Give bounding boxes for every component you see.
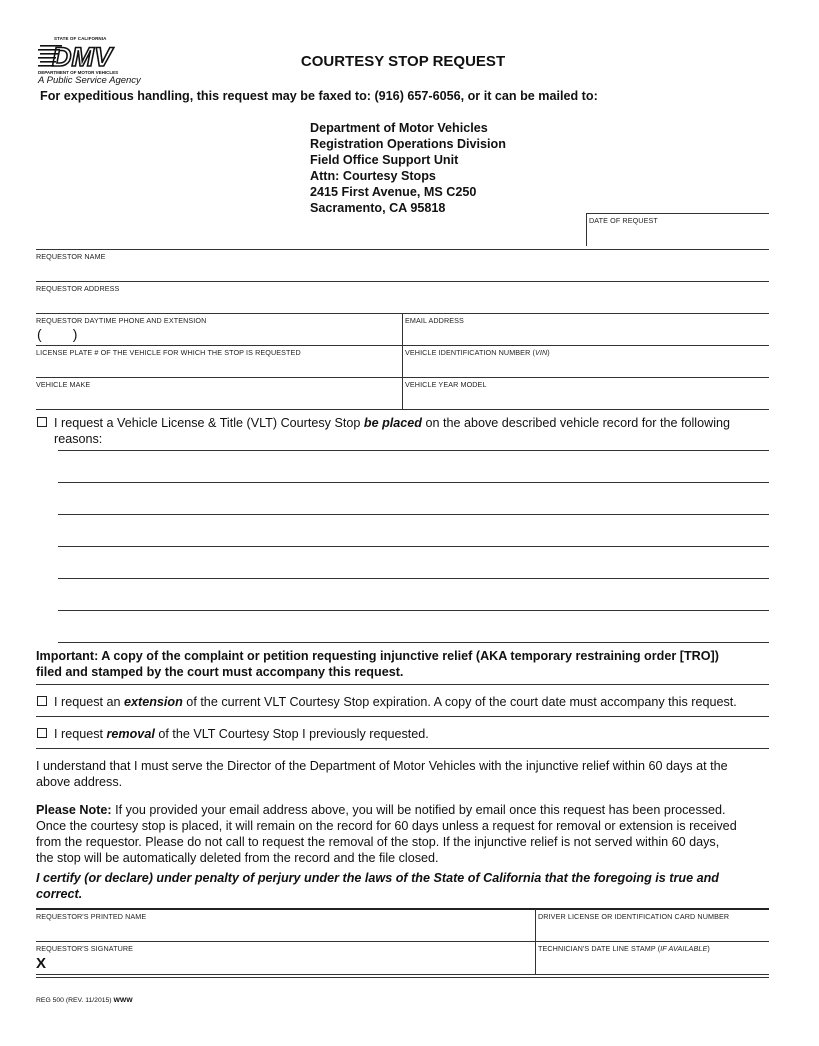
vin-label-text: VEHICLE IDENTIFICATION NUMBER ( <box>405 348 535 357</box>
reason-line <box>58 642 769 643</box>
placed-option-line1 <box>54 415 774 431</box>
email-field[interactable] <box>404 325 768 345</box>
requestor-address-field[interactable] <box>36 293 769 313</box>
tech-stamp-label <box>538 944 710 953</box>
removal-text-pre: I request <box>54 727 107 741</box>
important-notice <box>36 648 776 680</box>
placed-checkbox[interactable] <box>37 417 47 427</box>
signature-block-top <box>36 908 769 910</box>
phone-area-code-parens: ( ) <box>37 326 78 342</box>
row-divider <box>36 941 769 942</box>
license-plate-label: LICENSE PLATE # OF THE VEHICLE FOR WHICH THE STOP IS REQUESTED <box>36 348 301 357</box>
email-label: EMAIL ADDRESS <box>405 316 464 325</box>
please-note-line4: the stop will be automatically deleted from the record and the file closed. <box>36 851 439 865</box>
requestor-name-label: REQUESTOR NAME <box>36 252 106 261</box>
form-footer <box>36 997 133 1004</box>
extension-checkbox[interactable] <box>37 696 47 706</box>
logo-dept-text: DEPARTMENT OF MOTOR VEHICLES <box>38 70 119 75</box>
dl-id-field[interactable] <box>537 921 768 941</box>
row-divider <box>36 409 769 410</box>
placed-option-text <box>54 415 774 447</box>
signature-block-bottom-double <box>36 977 769 978</box>
vin-label-close: ) <box>547 348 550 357</box>
printed-name-field[interactable] <box>36 921 532 941</box>
form-www: WWW <box>113 997 133 1004</box>
form-title: COURTESY STOP REQUEST <box>300 53 506 70</box>
address-line: Field Office Support Unit <box>310 153 459 167</box>
row-divider <box>36 249 769 250</box>
address-line: 2415 First Avenue, MS C250 <box>310 185 477 199</box>
removal-option-text <box>54 726 429 742</box>
address-line: Sacramento, CA 95818 <box>310 201 446 215</box>
date-box-left <box>586 213 587 246</box>
reason-line <box>58 450 769 451</box>
tech-stamp-italic: IF AVAILABLE <box>660 944 708 953</box>
section-divider <box>36 684 769 685</box>
extension-option-text <box>54 694 737 710</box>
reason-line <box>58 514 769 515</box>
signature-x-mark: X <box>36 955 47 972</box>
placed-option-line2: reasons: <box>54 432 103 446</box>
date-of-request-label: DATE OF REQUEST <box>589 216 658 225</box>
removal-text-emphasis: removal <box>106 727 155 741</box>
row-divider <box>36 345 769 346</box>
address-line: Department of Motor Vehicles <box>310 121 488 135</box>
vehicle-year-model-field[interactable] <box>404 389 768 409</box>
phone-field[interactable] <box>36 325 400 345</box>
reason-line <box>58 578 769 579</box>
please-note-line1 <box>36 802 776 818</box>
placed-text-post: on the above described vehicle record for the following <box>421 416 730 430</box>
please-note-line3: from the requestor. Please do not call to request the removal of the stop. If the injunctive relief is not served within 60 days, <box>36 835 720 849</box>
section-divider <box>36 716 769 717</box>
removal-text-post: of the VLT Courtesy Stop I previously requested. <box>154 727 429 741</box>
vin-abbr: VIN <box>534 348 548 357</box>
please-note-line2: Once the courtesy stop is placed, it will remain on the record for 60 days unless a request for removal or extension is received <box>36 819 737 833</box>
vin-label <box>405 348 550 357</box>
logo-state-text: STATE OF CALIFORNIA <box>54 36 107 41</box>
certify-statement <box>36 870 776 902</box>
col-divider <box>402 313 403 409</box>
date-of-request-field[interactable] <box>588 225 768 245</box>
removal-checkbox[interactable] <box>37 728 47 738</box>
certify-line1: I certify (or declare) under penalty of perjury under the laws of the State of California that the foregoing is true and <box>36 871 719 885</box>
dl-id-label: DRIVER LICENSE OR IDENTIFICATION CARD NUMBER <box>538 912 730 921</box>
requestor-address-label: REQUESTOR ADDRESS <box>36 284 120 293</box>
certify-line2: correct. <box>36 887 83 901</box>
row-divider <box>36 281 769 282</box>
reason-line <box>58 482 769 483</box>
important-line1: Important: A copy of the complaint or petition requesting injunctive relief (AKA temporary restraining order [TRO]) <box>36 649 719 663</box>
date-box-top <box>586 213 769 214</box>
printed-name-label: REQUESTOR'S PRINTED NAME <box>36 912 147 921</box>
placed-text-pre: I request a Vehicle License & Title (VLT) Courtesy Stop <box>54 416 364 430</box>
logo-tagline: A Public Service Agency <box>38 75 141 86</box>
understand-line2: above address. <box>36 775 123 789</box>
placed-text-emphasis: be placed <box>363 416 422 430</box>
phone-label: REQUESTOR DAYTIME PHONE AND EXTENSION <box>36 316 207 325</box>
mailing-address <box>310 120 506 216</box>
section-divider <box>36 748 769 749</box>
vehicle-year-model-label: VEHICLE YEAR MODEL <box>405 380 487 389</box>
signature-field[interactable] <box>52 953 532 973</box>
please-note-label: Please Note: <box>36 803 112 817</box>
reason-line <box>58 610 769 611</box>
address-line: Attn: Courtesy Stops <box>310 169 436 183</box>
signature-block-bottom <box>36 974 769 975</box>
form-id: REG 500 (REV. 11/2015) <box>36 997 112 1004</box>
tech-stamp-label-text: TECHNICIAN'S DATE LINE STAMP ( <box>538 944 661 953</box>
please-note-text: If you provided your email address above, you will be notified by email once this request has been processed. <box>111 803 726 817</box>
vehicle-make-field[interactable] <box>36 389 400 409</box>
vin-field[interactable] <box>404 357 768 377</box>
understand-statement <box>36 758 776 790</box>
vehicle-make-label: VEHICLE MAKE <box>36 380 91 389</box>
extension-text-post: of the current VLT Courtesy Stop expiration. A copy of the court date must accompany this request. <box>182 695 737 709</box>
signature-label: REQUESTOR'S SIGNATURE <box>36 944 134 953</box>
license-plate-field[interactable] <box>36 357 400 377</box>
address-line: Registration Operations Division <box>310 137 506 151</box>
reason-line <box>58 546 769 547</box>
dmv-logo-letters: DMV <box>52 42 112 70</box>
requestor-name-field[interactable] <box>36 261 769 281</box>
extension-text-emphasis: extension <box>124 695 183 709</box>
understand-line1: I understand that I must serve the Director of the Department of Motor Vehicles with the injunctive relief within 60 days at the <box>36 759 728 773</box>
extension-text-pre: I request an <box>54 695 125 709</box>
please-note <box>36 802 776 866</box>
tech-stamp-label-close: ) <box>707 944 710 953</box>
row-divider <box>36 377 769 378</box>
fax-instruction: For expeditious handling, this request may be faxed to: (916) 657-6056, or it can be mailed to: <box>40 89 598 103</box>
important-line2: filed and stamped by the court must accompany this request. <box>36 665 404 679</box>
